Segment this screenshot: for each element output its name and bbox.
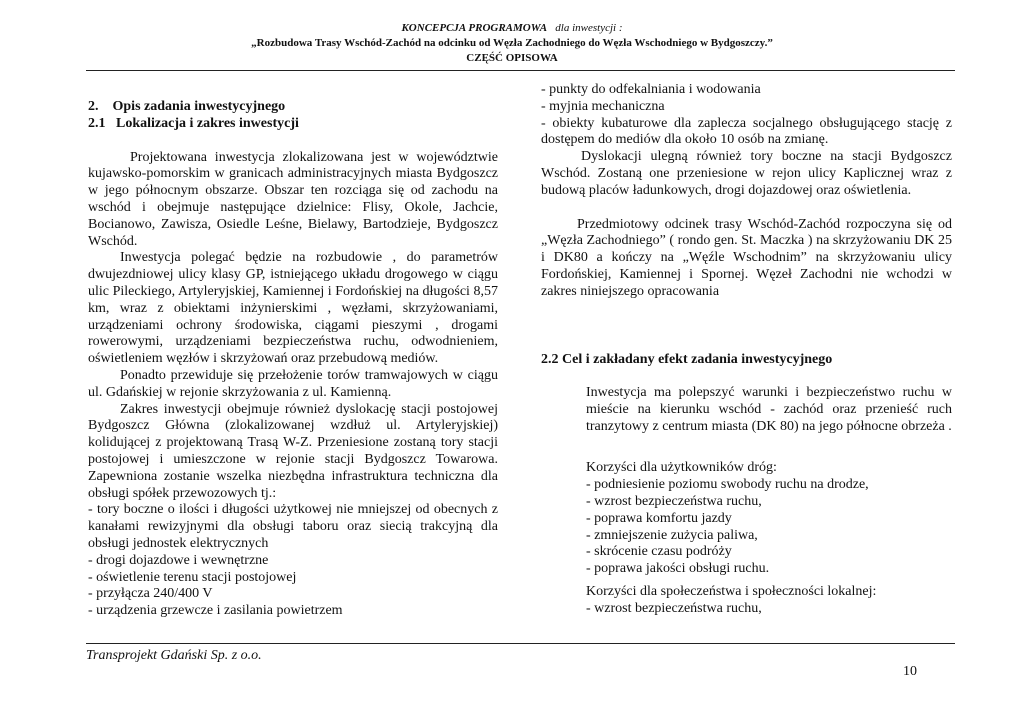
list-item: - wzrost bezpieczeństwa ruchu, xyxy=(586,600,762,616)
paragraph-location: Projektowana inwestycja zlokalizowana jest w województwie kujawsko-pomorskim w granicach administracyjnych miasta Bydgoszcz w jego północnym obszarze. Obszar ten rozciąga się od zachodu na wschód i obejmuje następujące dzielnice: Flisy, Okole, Jachcie, Bocianowo, Zawisza, Osiedle Leśne, Bielawy, Bartodzieje, Bydgoszcz Wschód. xyxy=(88,149,498,249)
list-item: - obiekty kubaturowe dla zaplecza socjalnego obsługującego stację z dostępem do mediów dla około 10 osób na zmianę. xyxy=(541,115,952,148)
subsection-heading: 2.2 Cel i zakładany efekt zadania inwestycyjnego xyxy=(541,352,833,367)
list-item: - przyłącza 240/400 V xyxy=(88,586,213,602)
subsection-heading: 2.1 Lokalizacja i zakres inwestycji xyxy=(88,115,299,131)
right-column xyxy=(541,82,952,301)
list-item: - punkty do odfekalniania i wodowania xyxy=(541,82,761,97)
footer-company: Transprojekt Gdański Sp. z o.o. xyxy=(86,648,262,663)
list-item: - tory boczne o ilości i długości użytkowej nie mniejszej od obecnych z kanałami rewizyjnymi dla obsługi taboru oraz siecią trakcyjną dla obsługi jednostek elektrycznych xyxy=(88,502,498,551)
paragraph-tram: Ponadto przewiduje się przełożenie torów tramwajowych w ciągu ul. Gdańskiej w rejonie skrzyżowania z ul. Kamienną. xyxy=(88,367,498,400)
page-number: 10 xyxy=(903,664,917,679)
header-title-bold: KONCEPCJA PROGRAMOWA xyxy=(401,22,548,34)
list-item: - podniesienie poziomu swobody ruchu na drodze, xyxy=(586,477,869,493)
spacer xyxy=(586,435,952,460)
header-title-rest: dla inwestycji : xyxy=(555,22,623,34)
goal-section xyxy=(541,352,952,369)
document-header-subtitle: „Rozbudowa Trasy Wschód-Zachód na odcinku od Węzła Zachodniego do Węzła Wschodniego w Bydgoszczy.” xyxy=(251,37,773,49)
spacer xyxy=(541,200,952,217)
list-item: - myjnia mechaniczna xyxy=(541,98,665,114)
list-item: - drogi dojazdowe i wewnętrzne xyxy=(88,552,269,568)
header-divider xyxy=(86,70,955,71)
list-item: - poprawa jakości obsługi ruchu. xyxy=(586,561,770,577)
footer-divider xyxy=(86,643,955,644)
document-header-part: CZĘŚĆ OPISOWA xyxy=(466,52,558,64)
paragraph-scope: Inwestycja polegać będzie na rozbudowie , do parametrów dwujezdniowej ulicy klasy GP, istniejącego układu drogowego w ciągu ulic Pileckiego, Artyleryjskiej, Kamiennej i Fordońskiej na długości 8,57 km, wraz z obiektami inżynierskimi , węzłami, skrzyżowaniami, urządzeniami ochrony środowiska, ciągami pieszymi , drogami rowerowymi, urządzeniami bezpieczeństwa ruchu, odwodnieniem, oświetleniem węzłów i skrzyżowań oraz przebudową mediów. xyxy=(88,250,498,367)
section-heading: 2. Opis zadania inwestycyjnego xyxy=(88,99,286,114)
benefits-society-title: Korzyści dla społeczeństwa i społeczności lokalnej: xyxy=(586,583,877,599)
list-item: - urządzenia grzewcze i zasilania powietrzem xyxy=(88,603,343,619)
list-item: - zmniejszenie zużycia paliwa, xyxy=(586,527,758,543)
list-item: - oświetlenie terenu stacji postojowej xyxy=(88,569,297,585)
paragraph-goal: Inwestycja ma polepszyć warunki i bezpieczeństwo ruchu w mieście na kierunku wschód - zachód oraz przenieść ruch tranzytowy z centrum miasta (DK 80) na jego północne obrzeża . xyxy=(586,385,952,434)
list-item: - skrócenie czasu podróży xyxy=(586,544,732,560)
left-column xyxy=(88,99,498,620)
paragraph-station: Zakres inwestycji obejmuje również dyslokację stacji postojowej Bydgoszcz Główna (zlokalizowanej wzdłuż ul. Artyleryjskiej) kolidującej z projektowaną Trasą W-Z. Przeniesione zostaną tory stacji postojowej i umieszczone w rejonie stacji Bydgoszcz Towarowa. Zapewniona zostanie wszelka niezbędna infrastruktura techniczna dla obsługi spółek przewozowych tj.: xyxy=(88,401,498,501)
goal-content xyxy=(586,385,952,618)
document-header-title xyxy=(0,22,1024,34)
paragraph-relocation: Dyslokacji ulegną również tory boczne na stacji Bydgoszcz Wschód. Zostaną one przeniesione w rejon ulicy Kaplicznej wraz z budową placów ładunkowych, drogi dojazdowej oraz oświetlenia. xyxy=(541,149,952,198)
spacer xyxy=(88,133,498,150)
paragraph-route: Przedmiotowy odcinek trasy Wschód-Zachód rozpoczyna się od „Węzła Zachodniego” ( rondo gen. St. Maczka ) na skrzyżowaniu DK 25 i DK80 a kończy na „Węźle Wschodnim” na skrzyżowaniu ulicy Fordońskiej, Kamiennej i Spornej. Węzeł Zachodni nie wchodzi w zakres niniejszego opracowania xyxy=(541,216,952,299)
list-item: - wzrost bezpieczeństwa ruchu, xyxy=(586,493,762,509)
benefits-users-title: Korzyści dla użytkowników dróg: xyxy=(586,460,777,476)
list-item: - poprawa komfortu jazdy xyxy=(586,510,732,526)
